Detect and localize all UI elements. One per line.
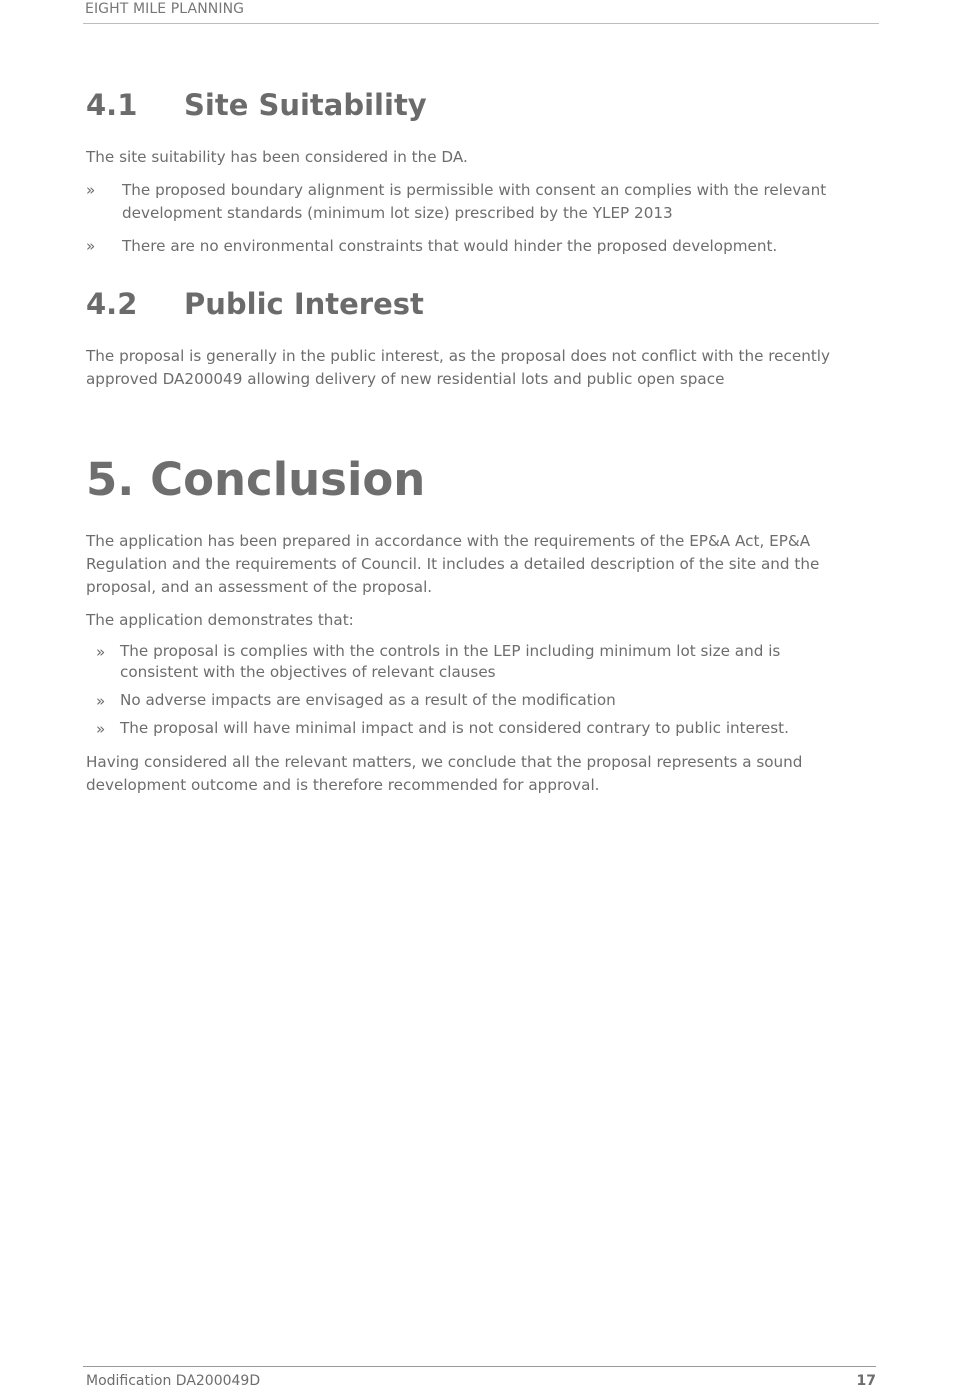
section-number: 4.1 xyxy=(86,88,138,122)
list-item-text: There are no environmental constraints that would hinder the proposed development. xyxy=(122,237,778,255)
footer-divider xyxy=(83,1366,876,1367)
bullet-marker: » xyxy=(86,181,96,199)
site-suitability-intro: The site suitability has been considered in the DA. xyxy=(86,148,468,166)
bullet-marker: » xyxy=(96,692,106,710)
footer-doc-reference: Modification DA200049D xyxy=(86,1373,261,1389)
chapter-heading-conclusion: 5. Conclusion xyxy=(86,453,426,506)
conclusion-paragraph-3: Having considered all the relevant matters, we conclude that the proposal represents a sound development outcome and is therefore recommended for approval. xyxy=(86,753,803,794)
section-title: Site Suitability xyxy=(184,88,427,122)
section-title: Public Interest xyxy=(184,287,424,321)
list-item-text: The proposal will have minimal impact and is not considered contrary to public interest. xyxy=(120,719,789,737)
list-item-text: The proposed boundary alignment is permissible with consent an complies with the relevant development standards (minimum lot size) prescribed by the YLEP 2013 xyxy=(122,181,827,222)
section-heading-site-suitability xyxy=(86,88,427,122)
list-item-text: No adverse impacts are envisaged as a result of the modification xyxy=(120,691,616,709)
section-heading-public-interest xyxy=(86,287,424,321)
public-interest-body: The proposal is generally in the public interest, as the proposal does not conflict with the recently approved DA200049 allowing delivery of new residential lots and public open space xyxy=(86,347,830,388)
section-number: 4.2 xyxy=(86,287,138,321)
bullet-marker: » xyxy=(96,643,106,661)
header-org-name: EIGHT MILE PLANNING xyxy=(85,1,245,17)
bullet-marker: » xyxy=(96,720,106,738)
conclusion-paragraph-2: The application demonstrates that: xyxy=(86,611,354,629)
footer-page-number: 17 xyxy=(856,1373,876,1389)
conclusion-paragraph-1: The application has been prepared in accordance with the requirements of the EP&A Act, EP&A Regulation and the requirements of Council. It includes a detailed description of the site and the proposal, and an assessment of the proposal. xyxy=(86,532,820,596)
bullet-marker: » xyxy=(86,237,96,255)
page-header xyxy=(83,0,879,24)
list-item-text: The proposal is complies with the controls in the LEP including minimum lot size and is consistent with the objectives of relevant clauses xyxy=(120,642,781,681)
